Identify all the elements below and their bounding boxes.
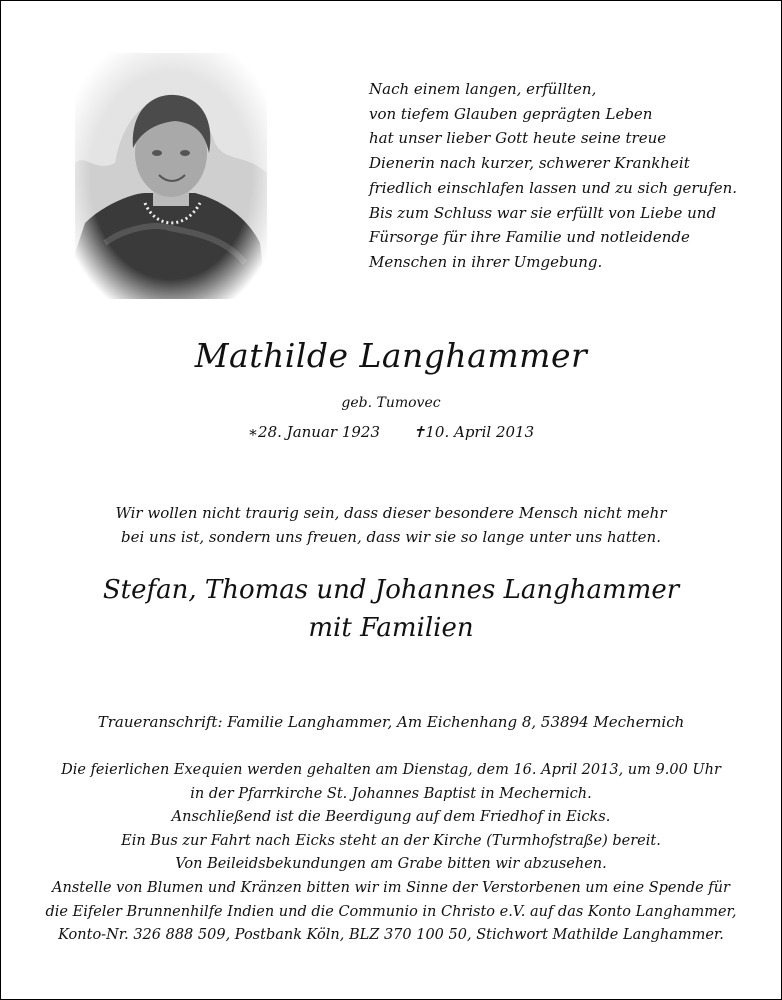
details-line: Die feierlichen Exequien werden gehalten am Dienstag, dem 16. April 2013, um 9.00 Uhr [61,762,721,778]
intro-line: Bis zum Schluss war sie erfüllt von Liebe und [369,203,717,222]
intro-line: von tiefem Glauben geprägten Leben [369,104,653,123]
intro-line: Menschen in ihrer Umgebung. [369,252,603,271]
details-line: Anschließend ist die Beerdigung auf dem Friedhof in Eicks. [171,809,611,826]
quote-line: bei uns ist, sondern uns freuen, dass wir sie so lange unter uns hatten. [121,528,661,546]
mourning-family [1,571,781,647]
details-line: in der Pfarrkirche St. Johannes Baptist in Mechernich. [190,785,592,802]
portrait-photo [75,53,267,299]
mourning-address: Traueranschrift: Familie Langhammer, Am Eichenhang 8, 53894 Mechernich [97,713,685,731]
intro-line: hat unser lieber Gott heute seine treue [369,129,667,148]
intro-line: Fürsorge für ihre Familie und notleidende [369,228,690,247]
intro-text [369,77,759,275]
funeral-details [1,759,781,948]
death-date: ✝10. April 2013 [412,423,535,441]
intro-line: friedlich einschlafen lassen und zu sich gerufen. [369,178,738,197]
quote-line: Wir wollen nicht traurig sein, dass dieser besondere Mensch nicht mehr [115,504,667,522]
life-dates [1,423,781,441]
intro-line: Nach einem langen, erfüllten, [369,80,597,98]
family-line: mit Familien [308,613,474,643]
details-line: Ein Bus zur Fahrt nach Eicks steht an der Kirche (Turmhofstraße) bereit. [121,832,661,849]
details-line: Von Beileidsbekundungen am Grabe bitten wir abzusehen. [175,856,607,873]
family-line: Stefan, Thomas und Johannes Langhammer [102,575,680,605]
deceased-name: Mathilde Langhammer [194,336,588,375]
memorial-quote [1,501,781,549]
details-line: Konto-Nr. 326 888 509, Postbank Köln, BLZ 370 100 50, Stichwort Mathilde Langhammer. [58,927,724,944]
details-line: Anstelle von Blumen und Kränzen bitten wir im Sinne der Verstorbenen um eine Spende für [52,879,730,896]
birth-name: geb. Tumovec [341,395,441,411]
intro-line: Dienerin nach kurzer, schwerer Krankheit [369,154,690,173]
details-line: die Eifeler Brunnenhilfe Indien und die Communio in Christo e.V. auf das Konto Langhammer, [45,903,737,920]
birth-date: ∗28. Januar 1923 [247,423,381,441]
portrait-illustration [75,53,267,299]
